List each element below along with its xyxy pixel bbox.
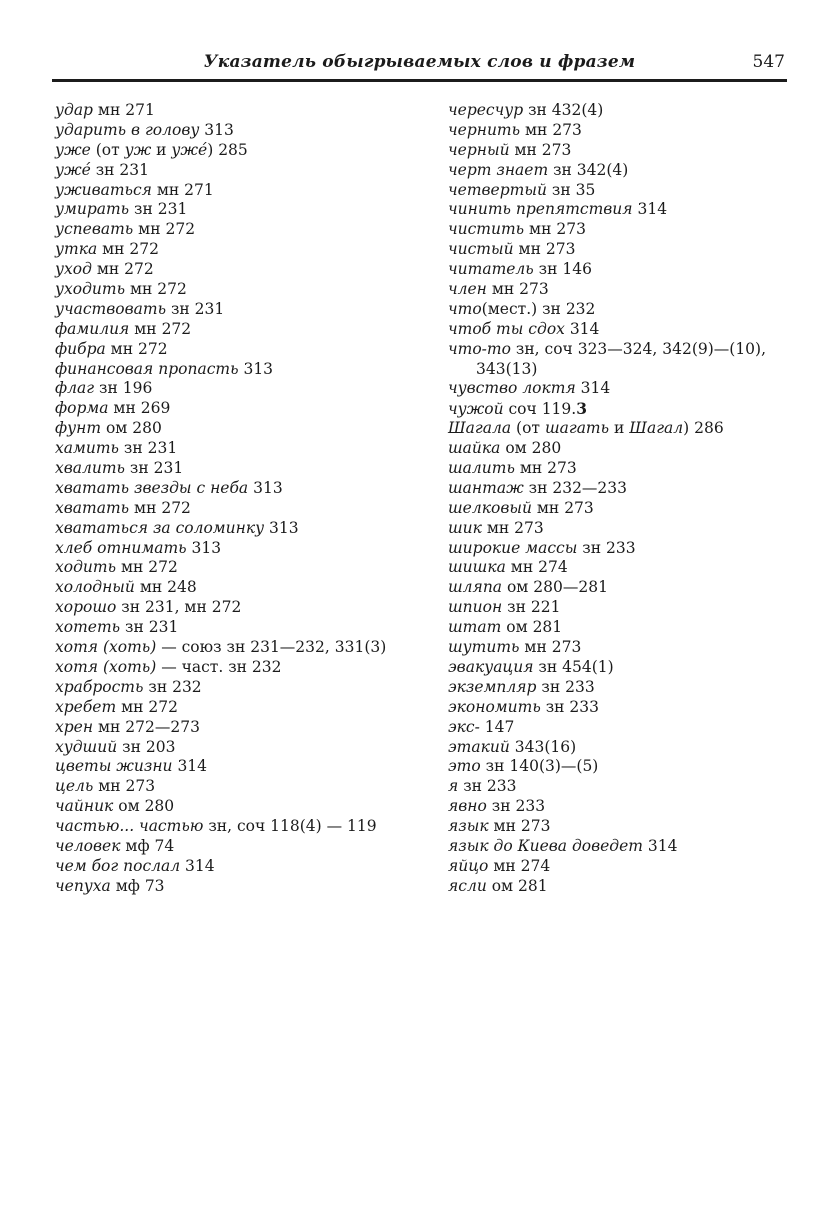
entry-headword: этакий bbox=[448, 737, 510, 756]
index-entry-line bbox=[448, 280, 834, 300]
entry-headword: частью... частью bbox=[55, 817, 204, 836]
index-entry-line bbox=[448, 797, 834, 817]
index-entry-line bbox=[55, 459, 443, 479]
index-entry-line bbox=[55, 558, 443, 578]
entry-reference: 314 bbox=[180, 856, 215, 875]
index-entry-line bbox=[55, 280, 443, 300]
index-entry-line bbox=[448, 718, 834, 738]
index-entry-line bbox=[55, 240, 443, 260]
entry-reference: 313 bbox=[186, 538, 222, 557]
entry-reference: мн 272 bbox=[105, 339, 168, 358]
entry-headword: шайка bbox=[448, 439, 501, 458]
entry-headword: Шагал bbox=[629, 419, 684, 438]
entry-headword: ясли bbox=[448, 876, 487, 895]
index-entry-line bbox=[448, 578, 834, 598]
entry-headword: штат bbox=[448, 618, 502, 637]
index-entry-line bbox=[55, 499, 443, 519]
entry-headword: шантаж bbox=[448, 478, 524, 497]
entry-reference: 343(16) bbox=[509, 737, 577, 756]
entry-headword: храбрость bbox=[55, 677, 144, 696]
entry-reference: зн 140(3)—(5) bbox=[480, 757, 599, 776]
entry-headword: что bbox=[448, 299, 482, 318]
index-entry-line bbox=[55, 260, 443, 280]
index-entry-line bbox=[55, 419, 443, 439]
entry-headword: язык bbox=[448, 817, 489, 836]
index-entry-line bbox=[448, 479, 834, 499]
entry-reference: мн 272—273 bbox=[93, 717, 200, 736]
entry-reference: зн 233 bbox=[486, 797, 546, 816]
entry-reference: мн 273 bbox=[524, 220, 586, 239]
index-entry-line bbox=[448, 678, 834, 698]
entry-headword: шагать bbox=[544, 419, 610, 438]
entry-reference: мн 271 bbox=[151, 180, 214, 199]
entry-headword: хамить bbox=[55, 439, 119, 458]
entry-reference: зн 203 bbox=[117, 737, 176, 756]
index-entry-line bbox=[55, 658, 443, 678]
entry-reference: мн 272 bbox=[97, 240, 160, 259]
index-entry-line bbox=[448, 837, 834, 857]
entry-reference: 313 bbox=[238, 359, 274, 378]
entry-headword: шляпа bbox=[448, 578, 503, 597]
entry-headword: флаг bbox=[55, 379, 95, 398]
entry-headword: черт знает bbox=[448, 160, 549, 179]
entry-reference: 343(13) bbox=[476, 359, 538, 378]
index-entry-line bbox=[448, 857, 834, 877]
index-entry-line bbox=[55, 519, 443, 539]
entry-headword: шутить bbox=[448, 638, 520, 657]
index-entry-line bbox=[55, 797, 443, 817]
entry-reference: ом 280 bbox=[113, 797, 175, 816]
entry-headword: четвертый bbox=[448, 180, 547, 199]
entry-headword: утка bbox=[55, 240, 98, 259]
index-entry-line bbox=[448, 558, 834, 578]
index-entry-line bbox=[448, 658, 834, 678]
index-entry-line bbox=[448, 101, 834, 121]
entry-reference: зн 432(4) bbox=[523, 101, 604, 119]
entry-reference: 147 bbox=[479, 717, 515, 736]
index-entry-line bbox=[55, 141, 443, 161]
entry-headword: форма bbox=[55, 399, 109, 418]
entry-headword: широкие массы bbox=[448, 538, 578, 557]
entry-reference: зн 231 bbox=[118, 439, 178, 458]
entry-headword: шишка bbox=[448, 558, 506, 577]
entry-reference: зн 146 bbox=[533, 260, 592, 279]
entry-reference: зн 233 bbox=[536, 677, 595, 696]
entry-headword: Шагала bbox=[448, 419, 512, 438]
entry-reference: мн 272 bbox=[129, 498, 191, 517]
entry-reference: 313 bbox=[199, 120, 234, 139]
entry-headword: участвовать bbox=[55, 299, 167, 318]
index-entry-line bbox=[448, 419, 834, 439]
entry-headword: это bbox=[448, 757, 481, 776]
index-entry-line bbox=[55, 340, 443, 360]
entry-reference: мн 273 bbox=[519, 638, 582, 657]
entry-headword: хватать звезды с неба bbox=[55, 478, 249, 497]
entry-reference: зн 231 bbox=[90, 160, 150, 179]
entry-headword: уже́ bbox=[55, 160, 91, 179]
index-entry-line bbox=[448, 539, 834, 559]
entry-headword: хлеб отнимать bbox=[55, 538, 187, 557]
entry-headword: успевать bbox=[55, 220, 134, 239]
entry-reference: и bbox=[609, 419, 630, 438]
index-entry-line bbox=[55, 618, 443, 638]
entry-reference: зн 233 bbox=[540, 697, 600, 716]
entry-reference: мн 272 bbox=[91, 260, 154, 279]
entry-headword: читатель bbox=[448, 260, 534, 279]
entry-headword: финансовая пропасть bbox=[55, 359, 239, 378]
index-entry-line bbox=[448, 141, 834, 161]
index-entry-line bbox=[448, 817, 834, 837]
entry-headword: фамилия bbox=[55, 319, 130, 338]
index-entry-line bbox=[448, 340, 834, 360]
index-entry-line bbox=[55, 300, 443, 320]
entry-reference: ом 280 bbox=[500, 439, 562, 458]
entry-reference: 314 bbox=[172, 757, 208, 776]
entry-headword: эвакуация bbox=[448, 657, 534, 676]
entry-reference: 314 bbox=[575, 379, 611, 398]
index-entry-line bbox=[448, 320, 834, 340]
entry-headword: чувство локтя bbox=[448, 379, 576, 398]
entry-headword: шелковый bbox=[448, 498, 532, 517]
entry-headword: умирать bbox=[55, 200, 130, 219]
entry-reference: мн 273 bbox=[514, 459, 577, 478]
entry-reference: зн 221 bbox=[502, 598, 561, 617]
entry-headword: холодный bbox=[55, 578, 135, 597]
index-entry-line bbox=[448, 519, 834, 539]
entry-headword: хотеть bbox=[55, 618, 121, 637]
entry-reference: мн 274 bbox=[488, 856, 551, 875]
entry-reference: зн, соч 323—324, 342(9)—(10), bbox=[510, 339, 767, 358]
index-entry-line bbox=[448, 459, 834, 479]
header-rule bbox=[52, 79, 787, 82]
entry-reference: мн 273 bbox=[520, 120, 582, 139]
entry-headword: черный bbox=[448, 140, 510, 159]
entry-reference: зн 231 bbox=[129, 200, 188, 219]
entry-reference: (от bbox=[90, 140, 125, 159]
entry-reference: зн 231 bbox=[166, 299, 225, 318]
index-entry-line bbox=[55, 718, 443, 738]
index-entry-line bbox=[55, 360, 443, 380]
entry-headword: уходить bbox=[55, 280, 126, 299]
entry-headword: шалить bbox=[448, 459, 515, 478]
entry-reference: зн 231, мн 272 bbox=[116, 598, 242, 617]
entry-headword: фибра bbox=[55, 339, 106, 358]
entry-reference: зн 35 bbox=[546, 180, 596, 199]
entry-headword: хребет bbox=[55, 697, 117, 716]
index-entry-line bbox=[448, 499, 834, 519]
index-entry-line bbox=[448, 379, 834, 399]
index-entry-line bbox=[448, 877, 834, 897]
index-column-left bbox=[55, 101, 443, 897]
index-entry-line bbox=[55, 857, 443, 877]
entry-reference: мн 273 bbox=[509, 140, 572, 159]
entry-reference: мн 274 bbox=[505, 558, 568, 577]
index-entry-line bbox=[55, 161, 443, 181]
page-header-title: Указатель обыгрываемых слов и фразем bbox=[203, 52, 636, 72]
entry-reference: (от bbox=[511, 419, 545, 438]
entry-headword: ходить bbox=[55, 558, 117, 577]
entry-headword: хвалить bbox=[55, 459, 125, 478]
index-entry-line bbox=[448, 638, 834, 658]
entry-reference: мн 272 bbox=[116, 697, 178, 716]
index-entry-line bbox=[55, 578, 443, 598]
entry-headword: чернить bbox=[448, 120, 521, 139]
entry-reference: мн 271 bbox=[92, 101, 155, 119]
entry-reference: зн 232 bbox=[143, 677, 202, 696]
entry-reference: — част. зн 232 bbox=[156, 657, 282, 676]
entry-headword: чистить bbox=[448, 220, 525, 239]
index-entry-line bbox=[55, 101, 443, 121]
entry-headword: экономить bbox=[448, 697, 541, 716]
entry-headword: уже́ bbox=[171, 140, 208, 159]
index-entry-line bbox=[55, 698, 443, 718]
entry-reference: зн 196 bbox=[94, 379, 153, 398]
entry-headword: шик bbox=[448, 518, 482, 537]
entry-reference: ом 280—281 bbox=[502, 578, 608, 597]
entry-reference: зн 342(4) bbox=[548, 160, 629, 179]
entry-reference: — союз зн 231—232, 331(3) bbox=[156, 638, 387, 657]
entry-headword: хватать bbox=[55, 498, 130, 517]
entry-headword: член bbox=[448, 280, 487, 299]
entry-headword: фунт bbox=[55, 419, 102, 438]
entry-reference: мн 273 bbox=[531, 498, 594, 517]
entry-headword: уход bbox=[55, 260, 92, 279]
entry-reference-bold: 3 bbox=[576, 399, 588, 419]
index-column-right bbox=[448, 101, 834, 897]
entry-headword: чужой bbox=[448, 400, 504, 419]
entry-headword: человек bbox=[55, 836, 121, 855]
entry-reference: зн 231 bbox=[120, 618, 179, 637]
entry-reference: ом 281 bbox=[501, 618, 563, 637]
entry-reference: 313 bbox=[248, 478, 283, 497]
index-entry-line bbox=[448, 598, 834, 618]
entry-reference: 314 bbox=[643, 836, 678, 855]
index-entry-line bbox=[55, 220, 443, 240]
index-entry-line bbox=[55, 181, 443, 201]
index-entry-line bbox=[448, 360, 834, 380]
entry-headword: чересчур bbox=[448, 101, 524, 119]
index-entry-line bbox=[448, 399, 834, 419]
index-entry-line bbox=[55, 379, 443, 399]
index-entry-line bbox=[55, 678, 443, 698]
entry-reference: соч 119. bbox=[503, 400, 577, 419]
index-entry-line bbox=[55, 738, 443, 758]
entry-reference: зн 233 bbox=[458, 777, 517, 796]
entry-headword: худший bbox=[55, 737, 118, 756]
entry-reference: зн 233 bbox=[577, 538, 636, 557]
index-entry-line bbox=[55, 320, 443, 340]
page-number: 547 bbox=[752, 52, 785, 72]
index-entry-line bbox=[448, 618, 834, 638]
entry-reference: ом 281 bbox=[486, 876, 548, 895]
entry-headword: чайник bbox=[55, 797, 114, 816]
entry-reference: (мест.) зн 232 bbox=[481, 299, 596, 318]
entry-reference: мн 273 bbox=[513, 240, 576, 259]
entry-reference: 313 bbox=[264, 518, 299, 537]
index-entry-line bbox=[448, 300, 834, 320]
entry-headword: цель bbox=[55, 777, 94, 796]
index-entry-line bbox=[448, 777, 834, 797]
entry-reference: мф 73 bbox=[110, 876, 165, 895]
entry-reference: зн 231 bbox=[125, 459, 184, 478]
index-entry-line bbox=[448, 738, 834, 758]
entry-reference: и bbox=[151, 140, 172, 159]
index-entry-line bbox=[55, 777, 443, 797]
entry-reference: мн 272 bbox=[133, 220, 196, 239]
entry-reference: мн 272 bbox=[125, 280, 187, 299]
entry-reference: зн, соч 118(4) — 119 bbox=[203, 817, 377, 836]
index-entry-line bbox=[55, 837, 443, 857]
index-entry-line bbox=[448, 240, 834, 260]
index-entry-line bbox=[55, 817, 443, 837]
entry-reference: мн 272 bbox=[116, 558, 178, 577]
index-entry-line bbox=[448, 439, 834, 459]
index-entry-line bbox=[55, 200, 443, 220]
entry-reference: зн 454(1) bbox=[533, 657, 614, 676]
entry-headword: чепуха bbox=[55, 876, 111, 895]
entry-headword: чтоб ты сдох bbox=[448, 319, 565, 338]
entry-reference: мн 273 bbox=[481, 518, 544, 537]
index-entry-line bbox=[55, 479, 443, 499]
index-entry-line bbox=[448, 181, 834, 201]
entry-reference: мф 74 bbox=[120, 836, 175, 855]
index-entry-line bbox=[448, 121, 834, 141]
entry-headword: хотя (хоть) bbox=[55, 657, 157, 676]
entry-reference: 314 bbox=[632, 200, 668, 219]
entry-reference: мн 272 bbox=[129, 319, 192, 338]
index-entry-line bbox=[448, 260, 834, 280]
entry-reference: ) 286 bbox=[683, 419, 724, 438]
entry-headword: удар bbox=[55, 101, 93, 119]
entry-reference: ) 285 bbox=[207, 140, 248, 159]
index-entry-line bbox=[448, 200, 834, 220]
entry-headword: я bbox=[448, 777, 459, 796]
entry-headword: шпион bbox=[448, 598, 503, 617]
entry-reference: зн 232—233 bbox=[523, 478, 628, 497]
index-entry-line bbox=[55, 399, 443, 419]
index-entry-line bbox=[55, 877, 443, 897]
entry-headword: уже bbox=[55, 140, 91, 159]
index-entry-line bbox=[448, 161, 834, 181]
index-entry-line bbox=[55, 539, 443, 559]
entry-headword: хорошо bbox=[55, 598, 117, 617]
index-entry-line bbox=[55, 638, 443, 658]
entry-headword: чистый bbox=[448, 240, 514, 259]
entry-headword: чинить препятствия bbox=[448, 200, 633, 219]
entry-reference: мн 248 bbox=[134, 578, 197, 597]
entry-headword: экс- bbox=[448, 717, 480, 736]
entry-headword: экземпляр bbox=[448, 677, 537, 696]
entry-headword: хотя (хоть) bbox=[55, 638, 157, 657]
entry-headword: язык до Киева доведет bbox=[448, 836, 643, 855]
entry-headword: хрен bbox=[55, 717, 94, 736]
entry-headword: что-то bbox=[448, 339, 511, 358]
entry-reference: ом 280 bbox=[101, 419, 162, 438]
index-entry-line bbox=[55, 439, 443, 459]
entry-headword: яйцо bbox=[448, 856, 489, 875]
index-entry-line bbox=[448, 220, 834, 240]
entry-reference: мн 269 bbox=[108, 399, 171, 418]
entry-headword: явно bbox=[448, 797, 487, 816]
entry-headword: ударить в голову bbox=[55, 120, 200, 139]
index-entry-line bbox=[55, 757, 443, 777]
index-entry-line bbox=[448, 757, 834, 777]
entry-headword: уж bbox=[124, 140, 152, 159]
entry-headword: цветы жизни bbox=[55, 757, 173, 776]
entry-reference: мн 273 bbox=[486, 280, 549, 299]
index-entry-line bbox=[55, 598, 443, 618]
entry-reference: 314 bbox=[564, 319, 600, 338]
index-entry-line bbox=[448, 698, 834, 718]
entry-headword: уживаться bbox=[55, 180, 152, 199]
entry-reference: мн 273 bbox=[93, 777, 156, 796]
entry-reference: мн 273 bbox=[488, 817, 551, 836]
entry-headword: чем бог послал bbox=[55, 856, 181, 875]
index-entry-line bbox=[55, 121, 443, 141]
running-head bbox=[52, 52, 787, 78]
entry-headword: хвататься за соломинку bbox=[55, 518, 265, 537]
